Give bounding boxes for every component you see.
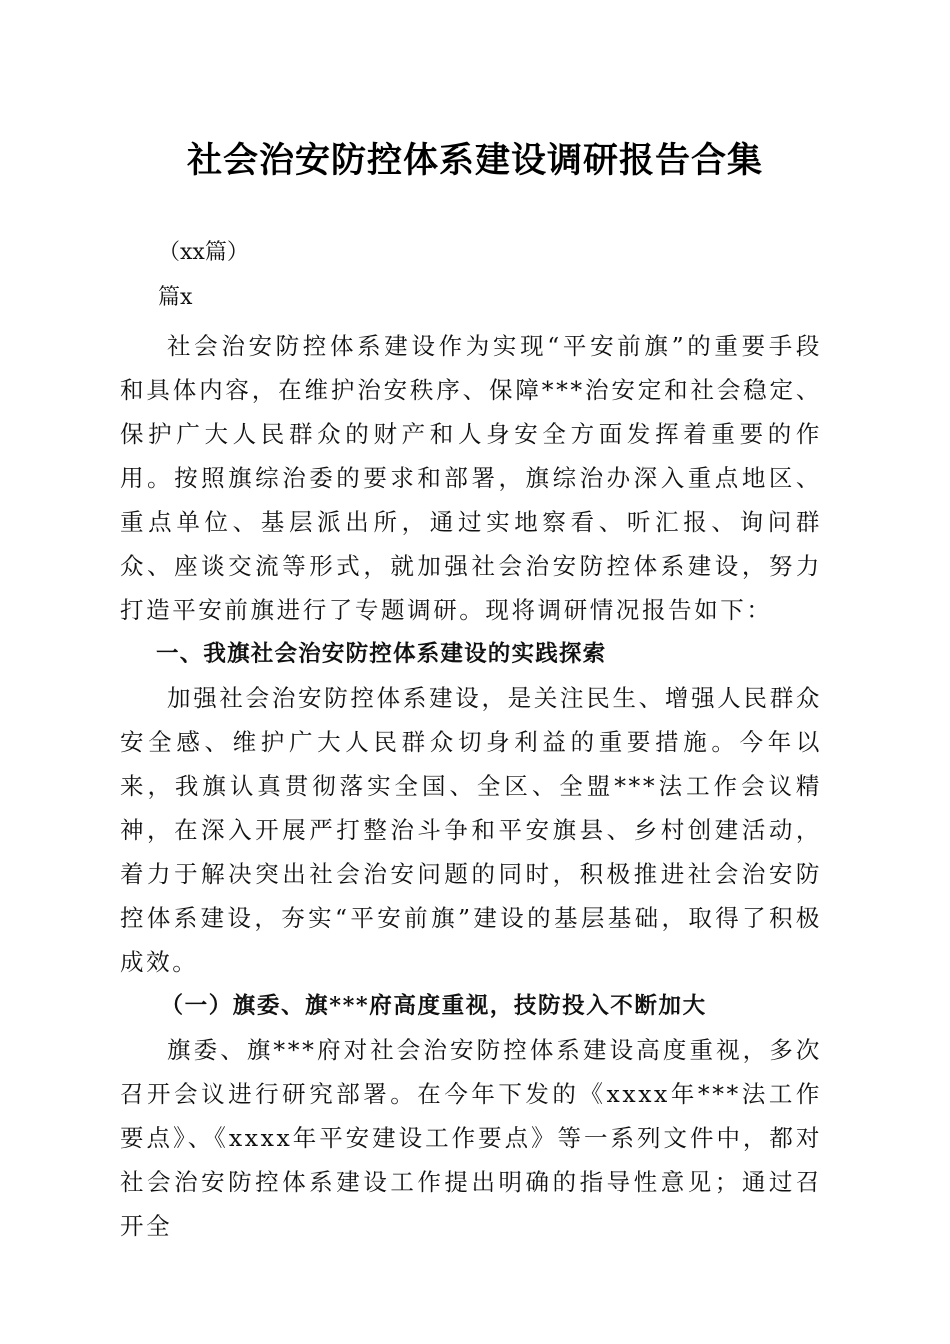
intro-paragraph: 社会治安防控体系建设作为实现“平安前旗”的重要手段和具体内容，在维护治安秩序、保障***治安定和社会稳定、保护广大人民群众的财产和人身安全方面发挥着重要的作用。按照旗综治委的要求和部署，旗综治办深入重点地区、重点单位、基层派出所，通过实地察看、听汇报、询问群众、座谈交流等形式，就加强社会治安防控体系建设，努力打造平安前旗进行了专题调研。现将调研情况报告如下： — [120, 332, 822, 624]
document-body — [120, 324, 822, 1248]
section-1-paragraph: 加强社会治安防控体系建设，是关注民生、增强人民群众安全感、维护广大人民群众切身利益的重要措施。今年以来，我旗认真贯彻落实全国、全区、全盟***法工作会议精神，在深入开展严打整治斗争和平安旗县、乡村创建活动，着力于解决突出社会治安问题的同时，积极推进社会治安防控体系建设，夯实“平安前旗”建设的基层基础，取得了积极成效。 — [120, 684, 822, 976]
section-heading-1: 一、我旗社会治安防控体系建设的实践探索 — [156, 641, 607, 667]
piece-label: 篇x — [158, 285, 193, 310]
series-count-label: （xx篇） — [158, 240, 249, 265]
subsection-heading-1: （一）旗委、旗***府高度重视，技防投入不断加大 — [160, 993, 707, 1019]
subsection-1-paragraph: 旗委、旗***府对社会治安防控体系建设高度重视，多次召开会议进行研究部署。在今年下发的《xxxx年***法工作要点》、《xxxx年平安建设工作要点》等一系列文件中，都对社会治安防控体系建设工作提出明确的指导性意见；通过召开全 — [120, 1036, 822, 1240]
document-title: 社会治安防控体系建设调研报告合集 — [186, 140, 763, 181]
